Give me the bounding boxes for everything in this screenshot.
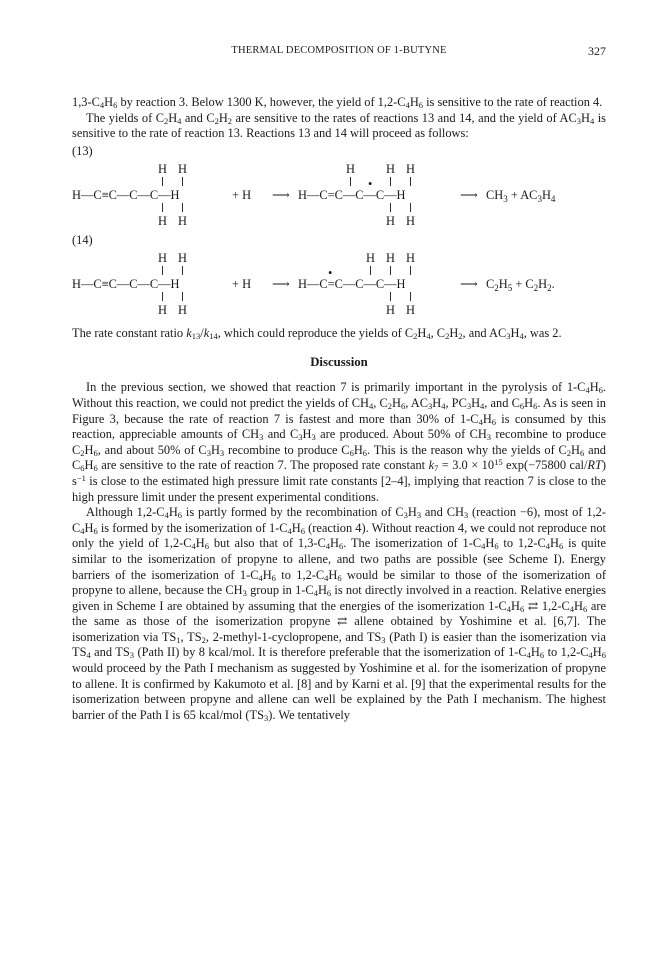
rate-ratio-paragraph: The rate constant ratio $k_{13}/k_{14}$, which could reproduce the yields of $C_2H_4$, $C_2H_2$, and $AC_3H_4$, was 2.	[72, 325, 562, 341]
reaction-14-products: $C_2H_5 + C_2H_2$.	[486, 276, 555, 293]
atom-h: H	[346, 161, 355, 176]
radical-dot: •	[368, 176, 373, 191]
atom-h: H	[386, 161, 395, 176]
reaction-13-label: (13)	[72, 143, 93, 158]
atom-h: H	[178, 161, 187, 176]
atom-h: H	[406, 213, 415, 228]
intro-paragraph-1: $1,3-C_4H_6$ by reaction 3. Below 1300 K, however, the yield of $1,2-C_4H_6$ is sensitive to the rate of reaction 4.	[72, 95, 603, 110]
section-heading-discussion: Discussion	[310, 355, 368, 370]
intermediate-chain: H—C=C—C—C—H	[298, 187, 406, 202]
svg-text:H: H	[406, 250, 415, 265]
reaction-14-scheme	[72, 248, 606, 320]
arrow: ⟶	[272, 276, 290, 291]
atom-h: H	[386, 213, 395, 228]
page-number: 327	[588, 44, 606, 58]
reactant-chain: H—C≡C—C—C—H	[72, 276, 180, 291]
plus-h: + H	[232, 276, 252, 291]
svg-text:H: H	[158, 250, 167, 265]
plus-h: + H	[232, 187, 252, 202]
arrow: ⟶	[460, 276, 478, 291]
svg-text:H: H	[178, 302, 187, 317]
journal-page	[72, 42, 606, 723]
svg-text:H: H	[406, 302, 415, 317]
svg-text:H: H	[366, 250, 375, 265]
reactant-chain: H—C≡C—C—C—H	[72, 187, 180, 202]
reaction-13-products: $CH_3 + AC_3H_4$	[486, 187, 556, 204]
arrow: ⟶	[460, 187, 478, 202]
svg-text:H: H	[178, 250, 187, 265]
discussion-paragraph-1: In the previous section, we showed that reaction 7 is primarily important in the pyrolysis of $1-C_4H_6$. Without this reaction, we could not predict the yields of $CH_4$, $C_2H_6$, $AC_3H_4$, $PC_3H_4$, and $C_6H_6$. As is seen in Figure 3, because the rate of reaction 7 is fastest and more than 30% of $1-C_4H_6$ is consumed by this reaction, appreciable amounts of $CH_3$ and $C_3H_3$ are produced. About 50% of $CH_3$ recombine to produce $C_2H_6$, and about 50% of $C_3H_3$ recombine to produce $C_6H_6$. This is the reason why the yields of $C_2H_6$ and $C_6H_6$ are sensitive to the rate of reaction 7. The proposed rate constant $k_7 = 3.0 \times 10^{15}$ exp(−75800 cal/RT) $s^{-1}$ is close to the estimated high pressure limit rate constants [2–4], implying that reaction 7 is close to the high pressure limit under the present experimental conditions.	[72, 380, 607, 504]
atom-h: H	[158, 161, 167, 176]
svg-text:H: H	[158, 302, 167, 317]
atom-h: H	[178, 213, 187, 228]
svg-text:H: H	[386, 302, 395, 317]
radical-dot: •	[328, 265, 333, 280]
atom-h: H	[158, 213, 167, 228]
arrow: ⟶	[272, 187, 290, 202]
svg-text:H: H	[386, 250, 395, 265]
discussion-paragraph-2: Although $1,2-C_4H_6$ is partly formed by the recombination of $C_3H_3$ and $CH_3$ (reaction −6), most of $1,2-C_4H_6$ is formed by the isomerization of $1-C_4H_6$ (reaction 4). Without reaction 4, we could not reproduce not only the yield of $1,2-C_4H_6$ but also that of $1,3-C_4H_6$. The isomerization of $1-C_4H_6$ to $1,2-C_4H_6$ is quite similar to the isomerization of propyne to allene, and two paths are possible (see Scheme I). Energy barriers of the isomerization of $1-C_4H_6$ to $1,2-C_4H_6$ would be similar to those of the isomerization of propyne to allene, because the $CH_3$ group in $1-C_4H_6$ is not directly involved in a reaction. Relative energies given in Scheme I are obtained by assuming that the energies of the isomerization $1-C_4H_6$ ⇄ $1,2-C_4H_6$ are the same as those of the isomerization propyne ⇄ allene obtained by Yoshimine et al. [6,7]. The isomerization via $TS_1$, $TS_2$, 2-methyl-1-cyclopropene, and $TS_3$ (Path I) is easier than the isomerization via $TS_4$ and $TS_3$ (Path II) by 8 kcal/mol. It is therefore preferable that the isomerization of $1-C_4H_6$ to $1,2-C_4H_6$ would proceed by the Path I mechanism as suggested by Yoshimine et al. for the isomerization of propyne to allene. It is confirmed by Kakumoto et al. [8] and by Karni et al. [9] that the experimental results for the isomerization between propyne and allene can well be explained by the Path I mechanism. The highest barrier of the Path I is 65 kcal/mol $(TS_3)$. We tentatively	[72, 505, 606, 723]
reaction-14-label: (14)	[72, 232, 93, 247]
atom-h: H	[406, 161, 415, 176]
intermediate-chain: H—C=C—C—C—H	[298, 276, 406, 291]
page-header	[72, 42, 606, 62]
intro-paragraph-2: The yields of $C_2H_4$ and $C_2H_2$ are sensitive to the rates of reactions 13 and 14, and the yield of $AC_3H_4$ is sensitive to the rate of reaction 13. Reactions 13 and 14 will proceed as follows:	[72, 110, 606, 141]
running-title: THERMAL DECOMPOSITION OF 1-BUTYNE	[231, 45, 447, 56]
reaction-13-scheme	[72, 159, 606, 231]
